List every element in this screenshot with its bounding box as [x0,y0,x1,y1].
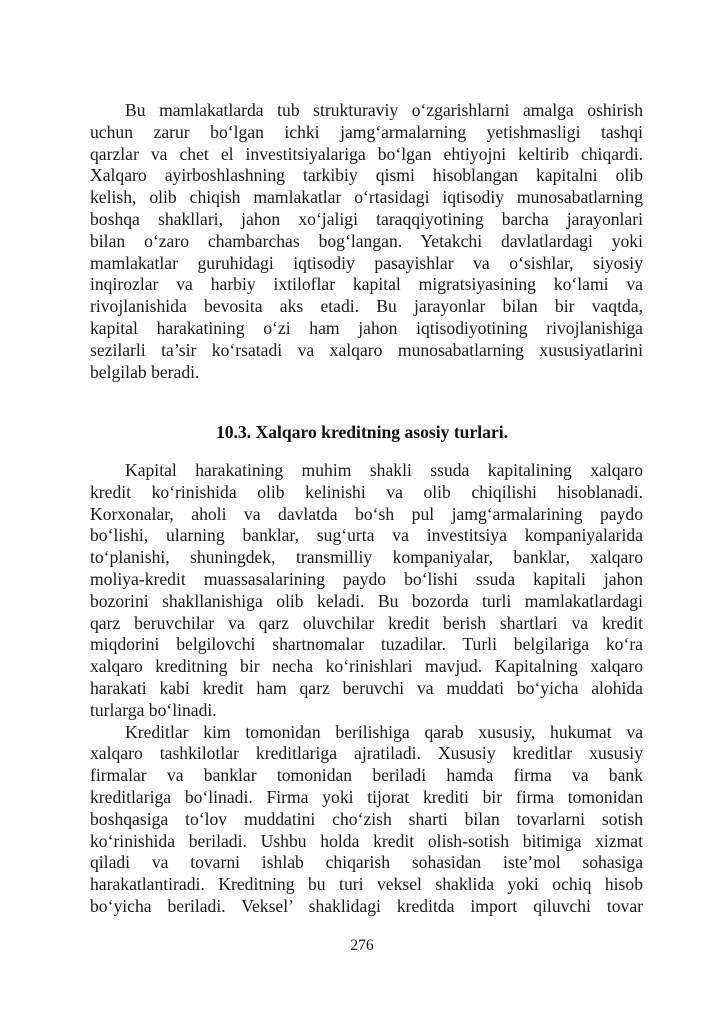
text-line: bozorini shakllanishiga olib keladi. Bu bozorda turli mamlakatlardagi [90,590,643,611]
text-line: kreditlariga bo‘linadi. Firma yoki tijorat krediti bir firma tomonidan [90,786,643,807]
text-line: Kapital harakatining muhim shakli ssuda kapitalining xalqaro [125,460,643,480]
text-line: xalqaro kreditning bir necha ko‘rinishlari mavjud. Kapitalning xalqaro [90,656,643,677]
section-heading: 10.3. Xalqaro kreditning asosiy turlari. [215,422,509,442]
paragraph-2 [90,460,643,722]
paragraph-3 [90,722,643,918]
text-line: bilan o‘zaro chambarchas bog‘langan. Yetakchi davlatlardagi yoki [90,230,643,251]
text-line: qarzlar va chet el investitsiyalariga bo‘lgan ehtiyojni keltirib chiqardi. [90,143,643,164]
text-line: harakati kabi kredit ham qarz beruvchi va muddati bo‘yicha alohida [90,677,643,698]
text-line: inqirozlar va harbiy ixtiloflar kapital migratsiyasining ko‘lami va [90,274,643,295]
text-line: Bu mamlakatlarda tub strukturaviy o‘zgarishlarni amalga oshirish [125,100,643,120]
text-line: boshqasiga to‘lov muddatini cho‘zish sharti bilan tovarlarni sotish [90,808,643,829]
text-line: Xalqaro ayirboshlashning tarkibiy qismi hisoblangan kapitalni olib [90,165,643,186]
page-number: 276 [350,937,374,954]
text-line: firmalar va banklar tomonidan beriladi hamda firma va bank [90,765,643,786]
text-line: to‘planishi, shuningdek, transmilliy kompaniyalar, banklar, xalqaro [90,547,643,568]
text-line: kapital harakatining o‘zi ham jahon iqtisodiyotining rivojlanishiga [90,317,643,338]
text-line: Kreditlar kim tomonidan berilishiga qarab xususiy, hukumat va [125,721,643,742]
text-line: kelish, olib chiqish mamlakatlar o‘rtasidagi iqtisodiy munosabatlarning [90,187,643,208]
text-line: xalqaro tashkilotlar kreditlariga ajratiladi. Xususiy kreditlar xususiy [90,743,643,764]
text-line: bo‘lishi, ularning banklar, sug‘urta va investitsiya kompaniyalarida [90,525,643,546]
text-line: ko‘rinishida beriladi. Ushbu holda kredit olish-sotish bitimiga xizmat [90,830,643,851]
text-line: qarz beruvchilar va qarz oluvchilar kredit berish shartlari va kredit [90,612,643,633]
text-line: boshqa shakllari, jahon xo‘jaligi taraqqiyotining barcha jarayonlari [90,208,643,229]
text-line: sezilarli ta’sir ko‘rsatadi va xalqaro munosabatlarning xususiyatlarini [90,339,643,360]
text-line: kredit ko‘rinishida olib kelinishi va olib chiqilishi hisoblanadi. [90,481,643,502]
text-line: mamlakatlar guruhidagi iqtisodiy pasayishlar va o‘sishlar, siyosiy [90,252,643,273]
text-line: harakatlantiradi. Kreditning bu turi veksel shaklida yoki ochiq hisob [90,874,643,895]
text-line: belgilab beradi. [90,361,200,382]
text-line: rivojlanishida bevosita aks etadi. Bu jarayonlar bilan bir vaqtda, [90,296,643,317]
text-line: qiladi va tovarni ishlab chiqarish sohasidan iste’mol sohasiga [90,852,643,873]
text-line: Korxonalar, aholi va davlatda bo‘sh pul jamg‘armalarining paydo [90,503,643,524]
text-line: turlarga bo‘linadi. [90,699,217,720]
text-line: bo‘yicha beriladi. Veksel’ shaklidagi kreditda import qiluvchi tovar [90,895,643,916]
text-line: uchun zarur bo‘lgan ichki jamg‘armalarning yetishmasligi tashqi [90,121,643,142]
text-line: miqdorini belgilovchi shartnomalar tuzadilar. Turli belgilariga ko‘ra [90,634,643,655]
paragraph-1 [90,100,643,383]
text-line: moliya-kredit muassasalarining paydo bo‘lishi ssuda kapitali jahon [90,568,643,589]
